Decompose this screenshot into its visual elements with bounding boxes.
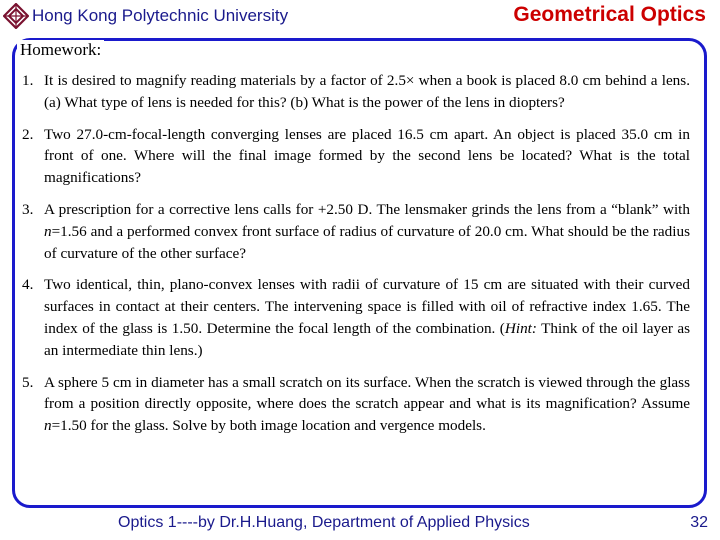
- problem-number: 2.: [22, 125, 34, 143]
- problem-text: [44, 372, 690, 437]
- problem-number: 1.: [22, 72, 34, 89]
- problem-list: [22, 70, 690, 447]
- problem-text: Two 27.0-cm-focal-length converging lenses are placed 16.5 cm apart. An object is placed 35.0 cm in front of one. Where will the final image formed by the second lens be located? What is the total magnifications?: [44, 125, 690, 187]
- italic-variable: n: [44, 417, 52, 435]
- footer-credit: Optics 1----by Dr.H.Huang, Department of Applied Physics: [118, 514, 530, 531]
- text-segment: A sphere 5 cm in diameter has a small scratch on its surface. When the scratch is viewed through the glass from a position directly opposite, where does the scratch appear and what is its magnification? Assume: [44, 373, 690, 413]
- problem-text: It is desired to magnify reading materials by a factor of 2.5× when a book is placed 8.0 cm behind a lens. (a) What type of lens is needed for this? (b) What is the power of the lens in diopters?: [44, 72, 690, 111]
- problem-number: 3.: [22, 200, 34, 218]
- text-segment: Two identical, thin, plano-convex lenses with radii of curvature of 15 cm are situated with their curved surfaces in contact at their centers. The intervening space is filled with oil of refractive index 1.65. The index of the glass is 1.50. Determine the focal length of the combination. (: [44, 276, 690, 337]
- italic-variable: n: [44, 222, 52, 240]
- text-segment: =1.56 and a performed convex front surface of radius of curvature of 20.0 cm. What should be the radius of curvature of the other surface?: [44, 222, 690, 262]
- problem-number: 5.: [22, 373, 34, 391]
- problem-number: 4.: [22, 276, 34, 294]
- problem-item: [22, 124, 690, 189]
- problem-item: [22, 199, 690, 264]
- university-name: Hong Kong Polytechnic University: [32, 6, 289, 25]
- text-segment: A prescription for a corrective lens calls for +2.50 D. The lensmaker grinds the lens from a “blank” with: [44, 200, 690, 218]
- text-segment: =1.50 for the glass. Solve by both image location and vergence models.: [51, 417, 486, 435]
- problem-text: [44, 199, 690, 264]
- problem-text: [44, 274, 690, 361]
- problem-item: [22, 70, 690, 114]
- problem-item: [22, 274, 690, 361]
- text-segment: Think of the oil layer as an intermediate thin lens.): [44, 319, 690, 359]
- university-logo-icon: [3, 3, 29, 29]
- italic-hint: Hint:: [504, 319, 537, 337]
- homework-heading: Homework:: [17, 40, 104, 60]
- problem-item: [22, 372, 690, 437]
- slide-title: Geometrical Optics: [513, 3, 706, 26]
- page-number: 32: [690, 514, 708, 531]
